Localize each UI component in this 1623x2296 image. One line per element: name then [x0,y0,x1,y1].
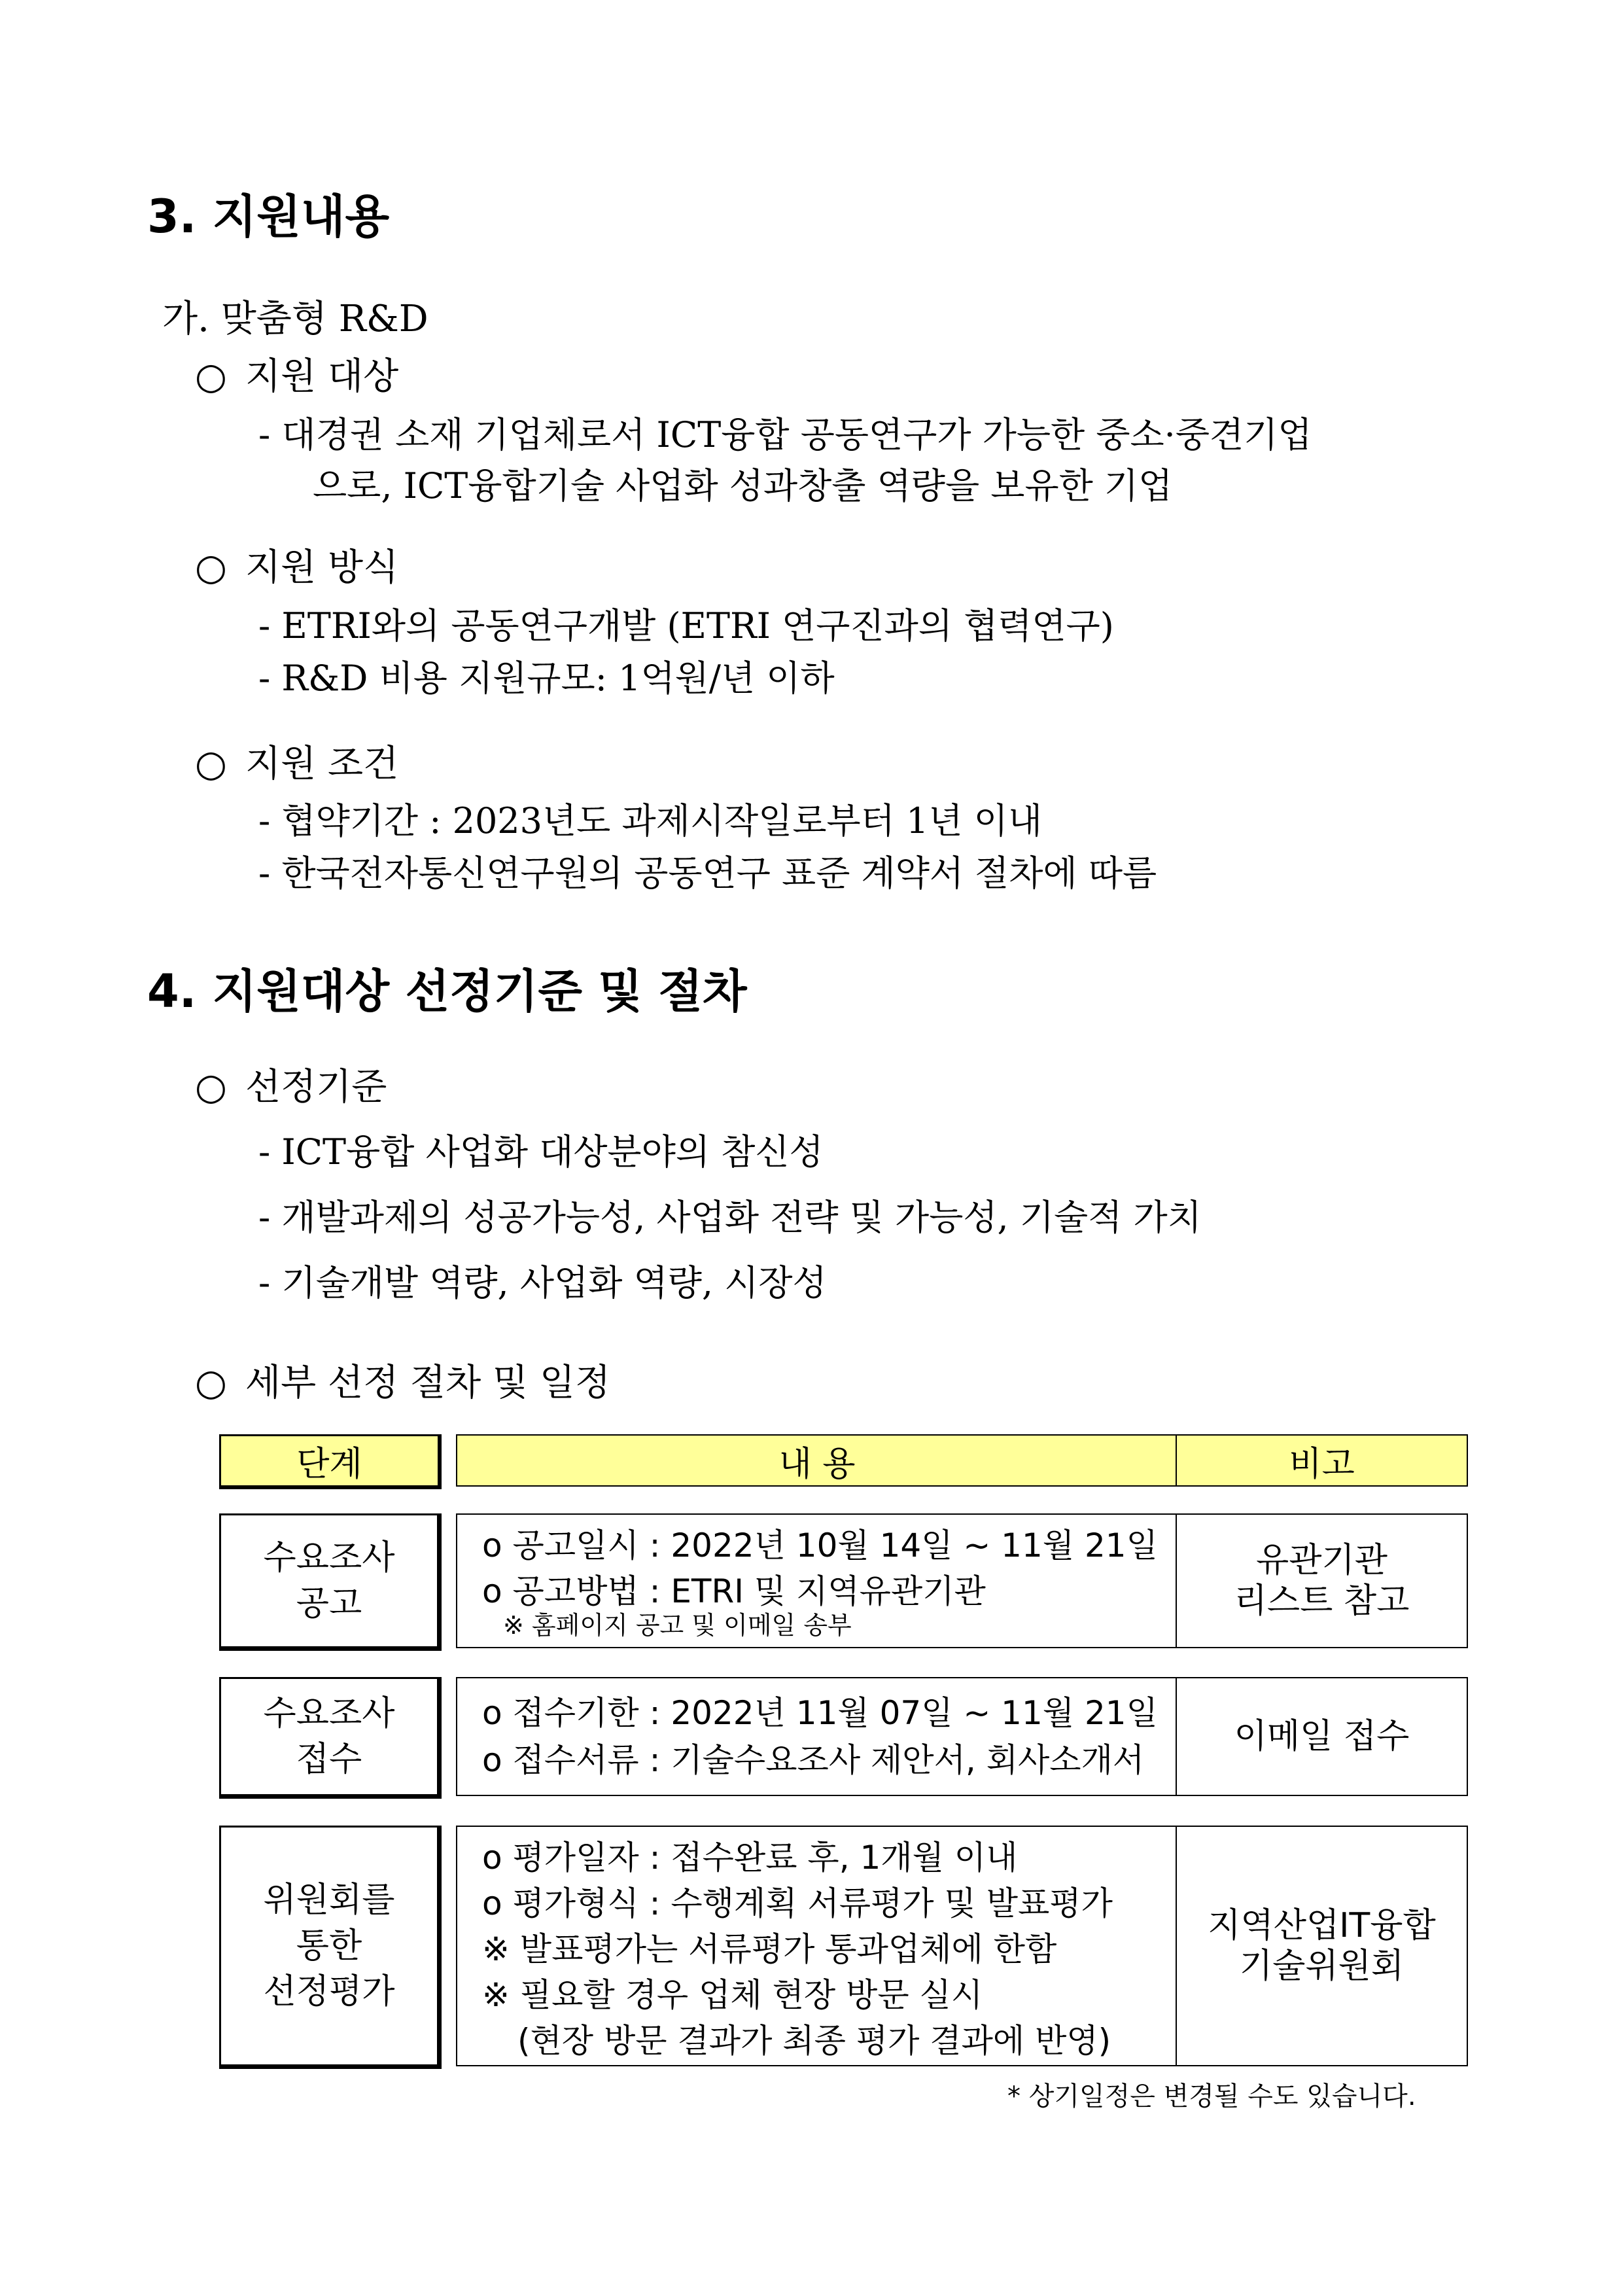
header-content-label: 내 용 [778,1444,856,1484]
content-line: ※ 발표평가는 서류평가 통과업체에 한함 [482,1930,1057,1968]
content-line: o 평가일자 : 접수완료 후, 1개월 이내 [482,1839,1018,1877]
stage-cell [219,1677,442,1799]
content-line: o 접수기한 : 2022년 11월 07일 ~ 11월 21일 [482,1694,1158,1732]
schedule-footnote: * 상기일정은 변경될 수도 있습니다. [1007,2081,1416,2111]
note-text: 이메일 접수 [1234,1716,1410,1756]
note-cell [1176,1677,1468,1796]
content-cell [456,1513,1177,1648]
bullet-circle: ○ [195,546,227,589]
content-line: ※ 필요할 경우 업체 현장 방문 실시 [482,1976,983,2014]
criteria-item: - 개발과제의 성공가능성, 사업화 전략 및 가능성, 기술적 가치 [258,1197,1202,1238]
header-stage [219,1434,442,1489]
stage-cell [219,1513,442,1651]
content-line: (현장 방문 결과가 최종 평가 결과에 반영) [517,2022,1111,2060]
note-cell [1176,1513,1468,1648]
criteria-title: 선정기준 [245,1066,387,1108]
content-line: o 공고일시 : 2022년 10월 14일 ~ 11월 21일 [482,1527,1158,1564]
procedure-title: 세부 선정 절차 및 일정 [245,1362,611,1404]
content-line: o 공고방법 : ETRI 및 지역유관기관 [482,1572,986,1610]
stage-label: 수요조사 접수 [263,1693,395,1779]
header-note [1176,1434,1468,1487]
stage-cell [219,1826,442,2069]
content-cell [456,1826,1177,2066]
criteria-item: - 기술개발 역량, 사업화 역량, 시장성 [258,1262,827,1303]
group-item: - 한국전자통신연구원의 공동연구 표준 계약서 절차에 따름 [258,853,1157,894]
header-note-label: 비고 [1289,1444,1355,1484]
bullet-circle: ○ [195,743,227,785]
criteria-item: - ICT융합 사업화 대상분야의 참신성 [258,1131,824,1173]
section-3-title: 3. 지원내용 [147,190,390,243]
group-title-conditions: 지원 조건 [245,743,399,785]
group-item: - R&D 비용 지원규모: 1억원/년 이하 [258,658,835,699]
stage-label: 위원회를 통한 선정평가 [263,1880,395,2012]
header-content [456,1434,1177,1487]
group-item: - ETRI와의 공동연구개발 (ETRI 연구진과의 협력연구) [258,605,1114,646]
group-item: - 협약기간 : 2023년도 과제시작일로부터 1년 이내 [258,800,1042,841]
bullet-circle: ○ [195,1362,227,1404]
content-cell [456,1677,1177,1796]
note-text: 지역산업IT융합 기술위원회 [1208,1905,1436,1986]
content-line: o 접수서류 : 기술수요조사 제안서, 회사소개서 [482,1741,1145,1779]
stage-label: 수요조사 공고 [263,1538,395,1623]
group-item-continuation: 으로, ICT융합기술 사업화 성과창출 역량을 보유한 기업 [313,465,1173,506]
bullet-circle: ○ [195,1066,227,1108]
group-item: - 대경권 소재 기업체로서 ICT융합 공동연구가 가능한 중소·중견기업 [258,414,1312,455]
group-title-method: 지원 방식 [245,546,399,589]
note-cell [1176,1826,1468,2066]
content-line: o 평가형식 : 수행계획 서류평가 및 발표평가 [482,1884,1113,1922]
group-title-target: 지원 대상 [245,355,399,398]
header-stage-label: 단계 [296,1445,362,1484]
note-text: 유관기관 리스트 참고 [1234,1540,1410,1621]
content-subnote: ※ 홈페이지 공고 및 이메일 송부 [503,1611,852,1640]
bullet-circle: ○ [195,355,227,398]
subsection-title: 가. 맞춤형 R&D [162,298,428,340]
section-4-title: 4. 지원대상 선정기준 및 절차 [147,964,747,1018]
